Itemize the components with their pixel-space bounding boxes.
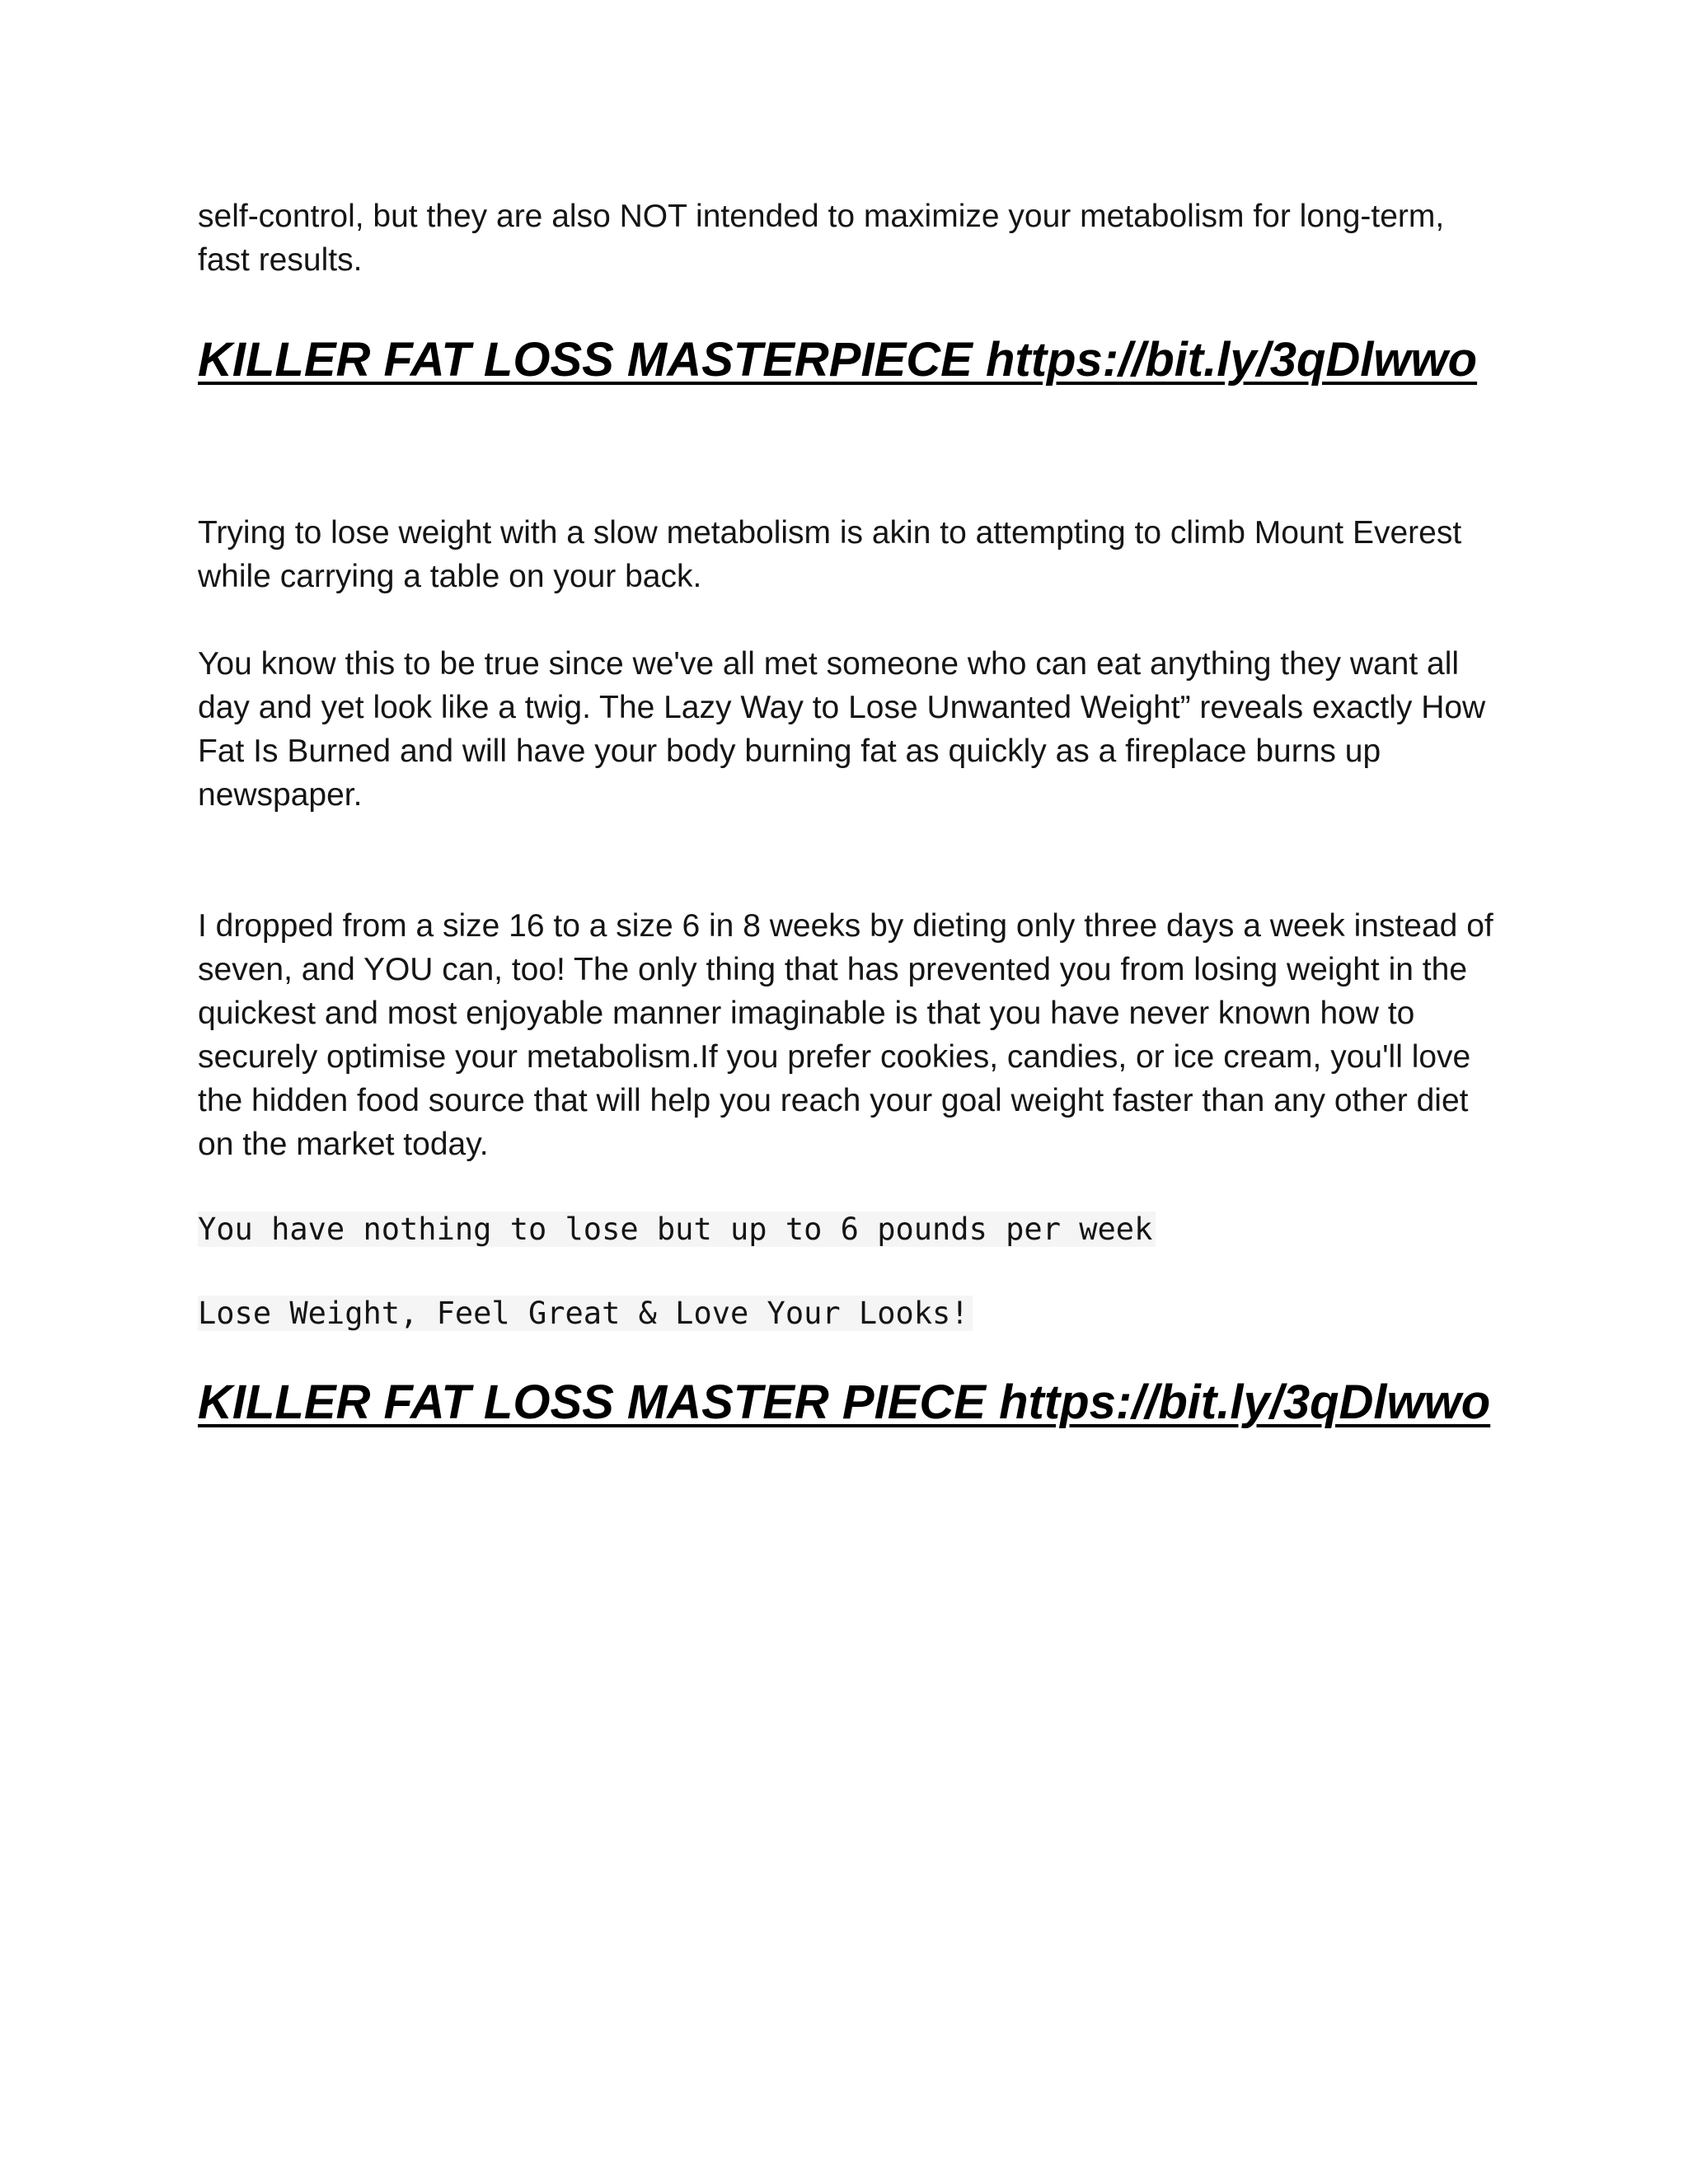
tagline-pounds — [198, 1209, 1500, 1250]
intro-paragraph: self-control, but they are also NOT intended to maximize your metabolism for long-term, fast results. — [198, 199, 1445, 278]
size-paragraph: I dropped from a size 16 to a size 6 in 8 weeks by dieting only three days a week instead of seven, and YOU can, too! The only thing that has prevented you from losing weight in the quickest and most enjoyable manner imaginable is that you have never known how to securely optimise your metabolism.If you prefer cookies, candies, or ice cream, you'll love the hidden food source that will help you reach your goal weight faster than any other diet on the market today. — [198, 908, 1493, 1162]
document-body — [198, 194, 1500, 1432]
tagline-pounds-text: You have nothing to lose but up to 6 pounds per week — [198, 1212, 1156, 1247]
promo-heading-link-2[interactable] — [198, 1374, 1500, 1432]
promo-heading-text: KILLER FAT LOSS MASTERPIECE https://bit.ly/3qDlwwo — [198, 333, 1478, 387]
promo-heading-text-2: KILLER FAT LOSS MASTER PIECE https://bit.ly/3qDlwwo — [198, 1376, 1491, 1429]
promo-heading-link[interactable] — [198, 331, 1500, 389]
tagline-looks — [198, 1293, 1500, 1334]
twig-paragraph: You know this to be true since we've all met someone who can eat anything they want all day and yet look like a twig. The Lazy Way to Lose Unwanted Weight” reveals exactly How Fat Is Burned and will have your body burning fat as quickly as a fireplace burns up newspaper. — [198, 646, 1486, 813]
tagline-looks-text: Lose Weight, Feel Great & Love Your Looks! — [198, 1296, 973, 1331]
metabolism-paragraph: Trying to lose weight with a slow metabolism is akin to attempting to climb Mount Everest while carrying a table on your back. — [198, 515, 1462, 594]
